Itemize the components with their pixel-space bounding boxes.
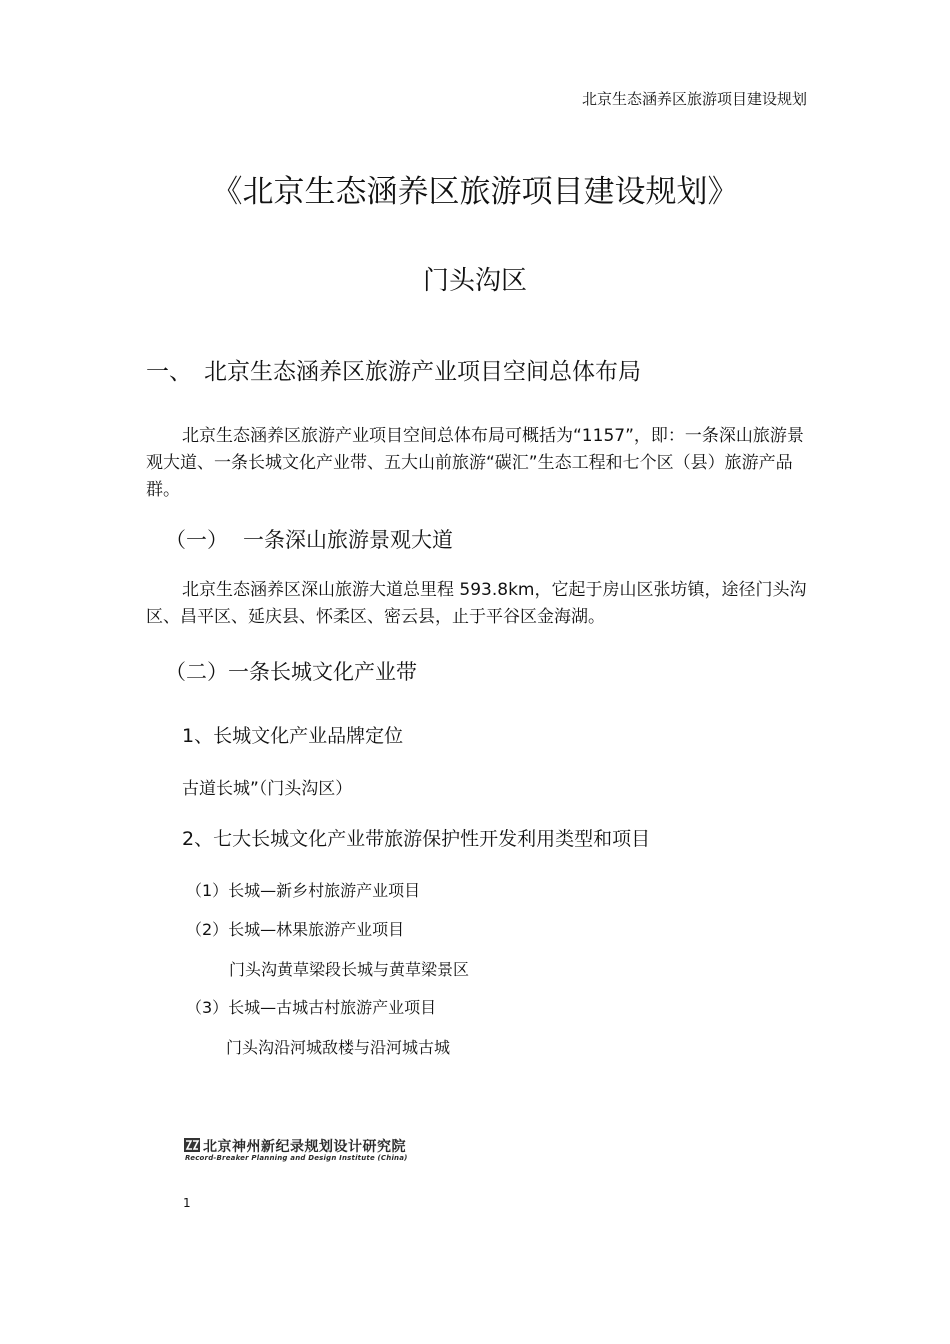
institute-name-en: Record-Breaker Planning and Design Institute (China)	[185, 1154, 408, 1162]
list-item: （2）长城—林果旅游产业项目	[186, 920, 405, 939]
section-1-title: 北京生态涵养区旅游产业项目空间总体布局	[204, 359, 641, 385]
list-item: （1）长城—新乡村旅游产业项目	[186, 881, 421, 900]
running-header: 北京生态涵养区旅游项目建设规划	[581, 90, 807, 108]
section-1-intro-paragraph: 北京生态涵养区旅游产业项目空间总体布局可概括为“1157”，即：一条深山旅游景观大道、一条长城文化产业带、五大山前旅游“碳汇”生态工程和七个区（县）旅游产品群。	[146, 426, 804, 500]
subsection-1-heading	[165, 524, 453, 554]
subsection-2-heading: （二）一条长城文化产业带	[165, 660, 417, 684]
section-1-number: 一、	[146, 359, 192, 385]
document-title: 《北京生态涵养区旅游项目建设规划》	[211, 174, 739, 210]
subsection-1-body-paragraph: 北京生态涵养区深山旅游大道总里程 593.8km，它起于房山区张坊镇，途径门头沟区、昌平区、延庆县、怀柔区、密云县，止于平谷区金海湖。	[146, 580, 807, 627]
institute-logo-icon	[184, 1138, 200, 1152]
list-item-detail: 门头沟黄草梁段长城与黄草梁景区	[229, 960, 470, 979]
subsection-1-number: （一）	[165, 528, 228, 552]
list-item: （3）长城—古城古村旅游产业项目	[186, 998, 437, 1017]
document-subtitle: 门头沟区	[422, 266, 527, 296]
point-1-heading: 1、长城文化产业品牌定位	[182, 725, 404, 747]
list-item-detail: 门头沟沿河城敌楼与沿河城古城	[226, 1038, 451, 1057]
page-number: 1	[183, 1196, 191, 1210]
point-1-body: 古道长城”（门头沟区）	[182, 779, 353, 799]
institute-logo	[184, 1137, 416, 1165]
institute-name-cn: 北京神州新纪录规划设计研究院	[203, 1139, 406, 1155]
section-1-heading	[146, 353, 641, 386]
subsection-1-title: 一条深山旅游景观大道	[243, 528, 453, 552]
point-2-heading: 2、七大长城文化产业带旅游保护性开发利用类型和项目	[182, 828, 651, 850]
